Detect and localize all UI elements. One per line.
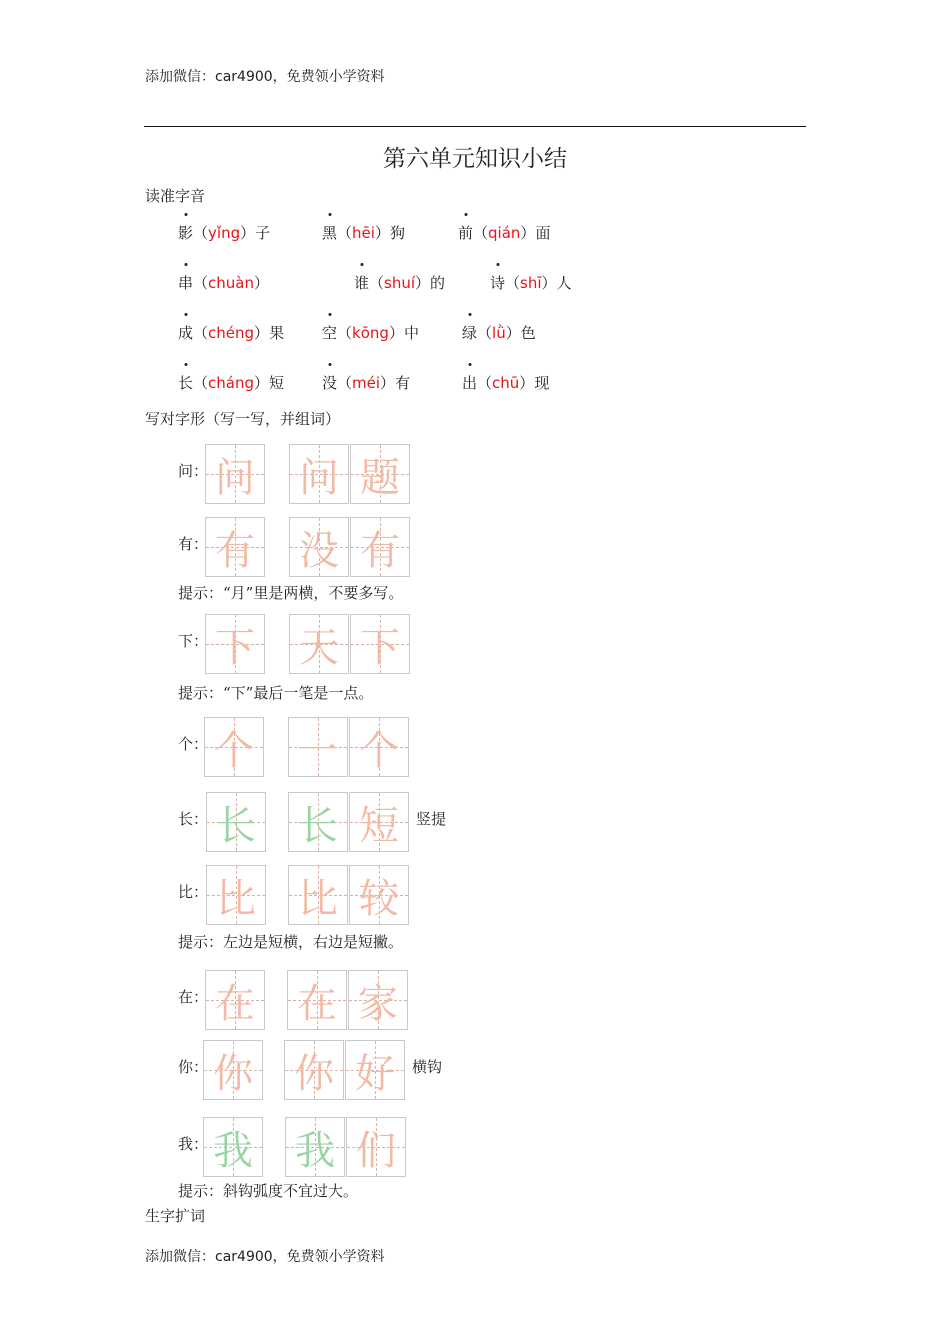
- paren-open: （: [193, 374, 209, 392]
- pinyin-word-rest: 子: [255, 224, 271, 242]
- pinyin-text: hēi: [352, 224, 375, 242]
- writing-box: [288, 792, 348, 852]
- section-writing: 写对字形（写一写，并组词）: [145, 410, 341, 428]
- pinyin-text: chéng: [208, 324, 255, 342]
- writing-box: [288, 717, 348, 777]
- ghost-character: 我: [295, 1127, 335, 1174]
- emphasis-dot: [184, 263, 187, 266]
- paren-open: （: [193, 274, 209, 292]
- writing-box: [348, 970, 408, 1030]
- writing-label: 我：: [178, 1135, 209, 1153]
- pinyin-item: [458, 222, 550, 243]
- ghost-character: 在: [297, 980, 337, 1027]
- paren-close: ）: [254, 374, 270, 392]
- tip-2: 提示：“下”最后一笔是一点。: [178, 684, 374, 702]
- pinyin-text: cháng: [208, 374, 255, 392]
- ghost-character: 你: [213, 1050, 253, 1097]
- pinyin-char: 前: [458, 222, 473, 243]
- writing-label: 比：: [178, 883, 209, 901]
- paren-open: （: [369, 274, 385, 292]
- writing-label: 问：: [178, 462, 209, 480]
- ghost-character: 你: [294, 1050, 334, 1097]
- pinyin-text: chū: [492, 374, 520, 392]
- pinyin-char: 绿: [462, 322, 477, 343]
- emphasis-dot: [328, 363, 331, 366]
- writing-box: [289, 517, 349, 577]
- writing-label: 长：: [178, 810, 209, 828]
- writing-label: 个：: [178, 735, 209, 753]
- writing-label: 你：: [178, 1058, 209, 1076]
- ghost-character: 题: [360, 454, 400, 501]
- pinyin-text: méi: [352, 374, 381, 392]
- emphasis-dot: [328, 213, 331, 216]
- pinyin-char: 诗: [490, 272, 505, 293]
- writing-box: [203, 1117, 263, 1177]
- writing-box: [205, 444, 265, 504]
- emphasis-dot: [184, 313, 187, 316]
- stroke-note: 横钩: [412, 1058, 443, 1076]
- writing-label: 下：: [178, 632, 209, 650]
- ghost-character: 长: [216, 802, 256, 849]
- paren-open: （: [337, 224, 353, 242]
- pinyin-word-rest: 有: [395, 374, 411, 392]
- paren-close: ）: [380, 374, 396, 392]
- writing-box: [288, 865, 348, 925]
- tip-1: 提示：“月”里是两横，不要多写。: [178, 584, 404, 602]
- ghost-character: 比: [298, 875, 338, 922]
- emphasis-dot: [360, 263, 363, 266]
- header-watermark: 添加微信：car4900，免费领小学资料: [145, 69, 385, 85]
- pinyin-text: qián: [488, 224, 521, 242]
- ghost-character: 较: [359, 875, 399, 922]
- writing-box: [350, 444, 410, 504]
- paren-open: （: [193, 224, 209, 242]
- pinyin-text: shī: [520, 274, 542, 292]
- writing-box: [285, 1117, 345, 1177]
- pinyin-text: lǜ: [492, 324, 506, 342]
- ghost-character: 一: [298, 727, 338, 774]
- pinyin-item: [178, 322, 284, 343]
- ghost-character: 问: [215, 454, 255, 501]
- paren-close: ）: [374, 224, 390, 242]
- writing-label: 在：: [178, 988, 209, 1006]
- paren-open: （: [473, 224, 489, 242]
- ghost-character: 家: [358, 980, 398, 1027]
- section-pronunciation: 读准字音: [145, 187, 206, 205]
- ghost-character: 长: [298, 802, 338, 849]
- ghost-character: 个: [359, 727, 399, 774]
- emphasis-dot: [464, 213, 467, 216]
- pinyin-word-rest: 面: [535, 224, 551, 242]
- emphasis-dot: [468, 313, 471, 316]
- paren-open: （: [505, 274, 521, 292]
- pinyin-item: [178, 272, 269, 293]
- pinyin-word-rest: 短: [269, 374, 285, 392]
- writing-box: [349, 792, 409, 852]
- stroke-note: 竖提: [416, 810, 447, 828]
- paren-open: （: [337, 324, 353, 342]
- emphasis-dot: [184, 363, 187, 366]
- pinyin-char: 长: [178, 372, 193, 393]
- emphasis-dot: [184, 213, 187, 216]
- section-expand: 生字扩词: [145, 1207, 206, 1225]
- writing-box: [349, 717, 409, 777]
- ghost-character: 我: [213, 1127, 253, 1174]
- writing-box: [287, 970, 347, 1030]
- ghost-character: 没: [299, 527, 339, 574]
- paren-close: ）: [415, 274, 431, 292]
- writing-box: [205, 517, 265, 577]
- pinyin-item: [322, 322, 419, 343]
- pinyin-word-rest: 人: [556, 274, 572, 292]
- writing-box: [205, 614, 265, 674]
- paren-close: ）: [240, 224, 256, 242]
- pinyin-word-rest: 现: [534, 374, 550, 392]
- ghost-character: 有: [215, 527, 255, 574]
- emphasis-dot: [496, 263, 499, 266]
- writing-box: [203, 1040, 263, 1100]
- writing-box: [205, 970, 265, 1030]
- ghost-character: 好: [355, 1050, 395, 1097]
- pinyin-item: [322, 372, 410, 393]
- writing-box: [289, 614, 349, 674]
- pinyin-item: [178, 222, 270, 243]
- pinyin-char: 影: [178, 222, 193, 243]
- pinyin-text: yǐng: [208, 224, 241, 242]
- ghost-character: 有: [360, 527, 400, 574]
- pinyin-char: 成: [178, 322, 193, 343]
- writing-box: [349, 865, 409, 925]
- pinyin-item: [322, 222, 405, 243]
- ghost-character: 在: [215, 980, 255, 1027]
- paren-open: （: [337, 374, 353, 392]
- ghost-character: 问: [299, 454, 339, 501]
- emphasis-dot: [328, 313, 331, 316]
- pinyin-char: 黑: [322, 222, 337, 243]
- ghost-character: 比: [216, 875, 256, 922]
- paren-close: ）: [520, 224, 536, 242]
- writing-label: 有：: [178, 535, 209, 553]
- emphasis-dot: [468, 363, 471, 366]
- pinyin-char: 没: [322, 372, 337, 393]
- ghost-character: 们: [356, 1127, 396, 1174]
- pinyin-text: chuàn: [208, 274, 254, 292]
- writing-box: [289, 444, 349, 504]
- paren-close: ）: [541, 274, 557, 292]
- pinyin-word-rest: 狗: [389, 224, 405, 242]
- tip-3: 提示：左边是短横，右边是短撇。: [178, 933, 404, 951]
- pinyin-word-rest: 果: [269, 324, 285, 342]
- pinyin-text: kōng: [352, 324, 389, 342]
- paren-close: ）: [519, 374, 535, 392]
- writing-box: [346, 1117, 406, 1177]
- paren-open: （: [477, 374, 493, 392]
- pinyin-word-rest: 中: [403, 324, 419, 342]
- ghost-character: 下: [215, 624, 255, 671]
- tip-4: 提示：斜钩弧度不宜过大。: [178, 1182, 359, 1200]
- paren-close: ）: [388, 324, 404, 342]
- pinyin-word-rest: 色: [520, 324, 536, 342]
- ghost-character: 下: [360, 624, 400, 671]
- footer-watermark: 添加微信：car4900，免费领小学资料: [145, 1249, 385, 1265]
- pinyin-item: [490, 272, 572, 293]
- header-rule: [144, 126, 806, 127]
- ghost-character: 短: [359, 802, 399, 849]
- paren-open: （: [193, 324, 209, 342]
- ghost-character: 天: [299, 624, 339, 671]
- pinyin-char: 出: [462, 372, 477, 393]
- paren-close: ）: [254, 324, 270, 342]
- writing-box: [206, 865, 266, 925]
- writing-box: [350, 517, 410, 577]
- ghost-character: 个: [214, 727, 254, 774]
- pinyin-item: [462, 322, 536, 343]
- pinyin-text: shuí: [384, 274, 416, 292]
- pinyin-char: 谁: [354, 272, 369, 293]
- writing-box: [204, 717, 264, 777]
- writing-box: [345, 1040, 405, 1100]
- pinyin-item: [178, 372, 284, 393]
- writing-box: [284, 1040, 344, 1100]
- paren-close: ）: [254, 274, 270, 292]
- page-title: 第六单元知识小结: [383, 146, 567, 172]
- pinyin-char: 空: [322, 322, 337, 343]
- writing-box: [206, 792, 266, 852]
- paren-open: （: [477, 324, 493, 342]
- pinyin-word-rest: 的: [430, 274, 446, 292]
- writing-box: [350, 614, 410, 674]
- pinyin-char: 串: [178, 272, 193, 293]
- paren-close: ）: [505, 324, 521, 342]
- pinyin-item: [462, 372, 549, 393]
- pinyin-item: [354, 272, 445, 293]
